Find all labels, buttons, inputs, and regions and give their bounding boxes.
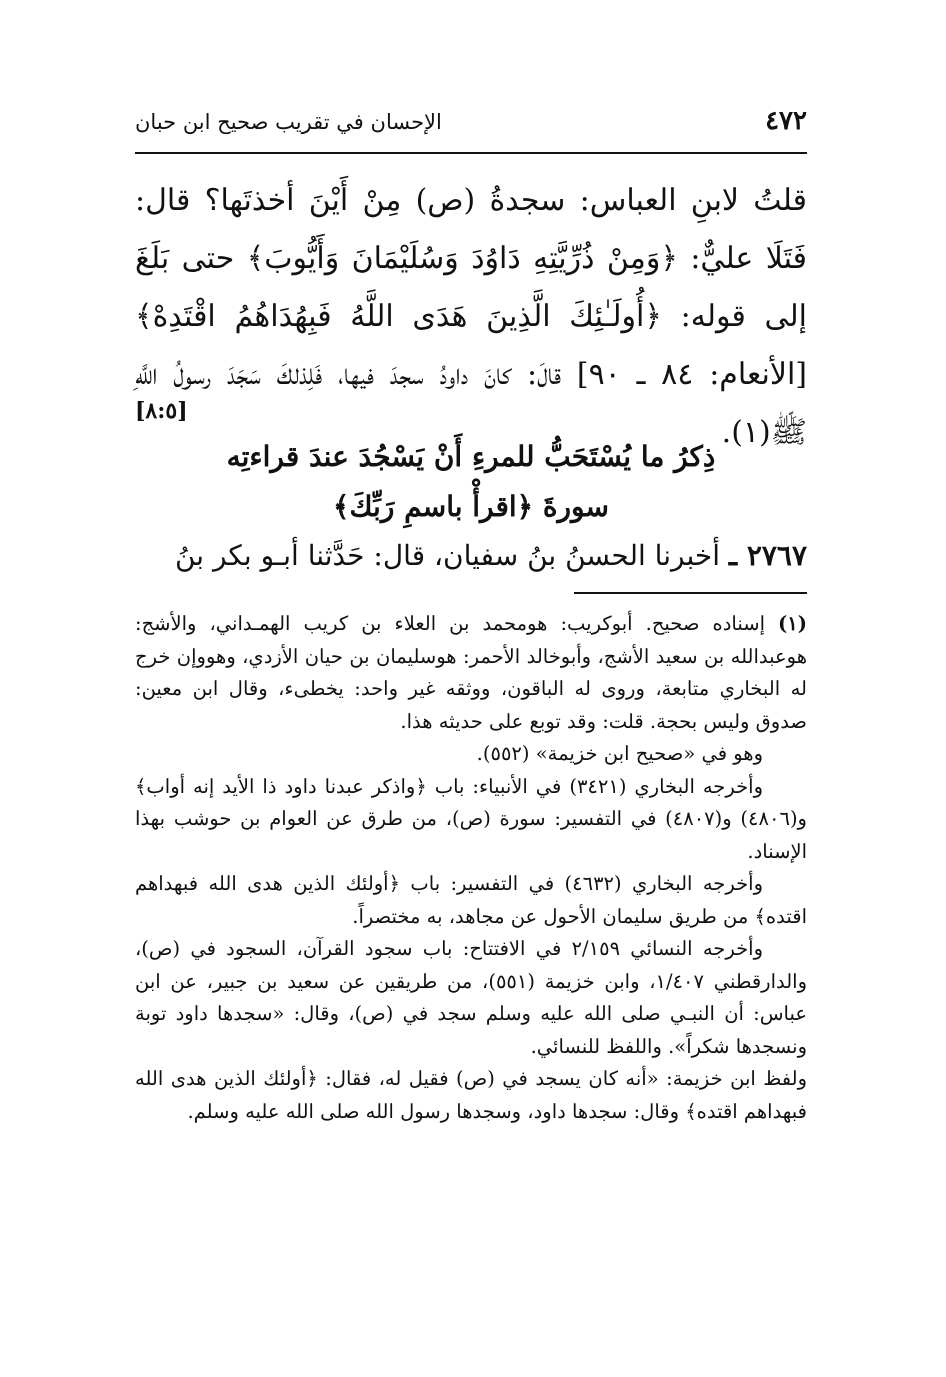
page-header (135, 100, 807, 146)
header-divider (135, 152, 807, 154)
footnote-divider (574, 592, 807, 594)
hadith-entry (135, 532, 807, 580)
footnote-paragraph (135, 608, 807, 738)
running-title: الإحسان في تقريب صحيح ابن حبان (135, 110, 442, 134)
hadith-text: أخبرنا الحسنُ بنُ سفيان، قال: حَدَّثنا أبـو بكر بنُ (174, 539, 720, 572)
footnote-paragraph: ولفظ ابن خزيمة: «أنه كان يسجد في (ص) فقيل له، فقال: ﴿أولئك الذين هدى الله فبهداهم اقتده﴾ وقال: سجدها داود، وسجدها رسول الله صلى الله عليه وسلم. (135, 1067, 807, 1123)
footnote-paragraph: وأخرجه النسائي ٢/١٥٩ في الافتتاح: باب سجود القرآن، السجود في (ص)، والدارقطني ١/٤٠٧، وابن خزيمة (٥٥١)، من طريقين عن سعيد بن جبير، عن ابن عباس: أن النبـي صلى الله عليه وسلم سجد في (ص)، وقال: «سجدها داود توبة ونسجدها شكراً». واللفظ للنسائي. (135, 937, 808, 1058)
hadith-number: ٢٧٦٧ ـ (728, 539, 807, 572)
footnote-number: (١) (778, 612, 807, 635)
footnotes-block (135, 608, 807, 1128)
volume-reference: [٨:٥] (135, 398, 188, 424)
page-number: ٤٧٢ (765, 106, 807, 136)
footnote-paragraph: وأخرجه البخاري (٤٦٣٢) في التفسير: باب ﴿أولئك الذين هدى الله فبهداهم اقتده﴾ من طريق سليمان الأحول عن مجاهد، به مختصراً. (135, 872, 807, 928)
footnote-paragraph: وهو في «صحيح ابن خزيمة» (٥٥٢). (476, 742, 763, 765)
chapter-heading-line-2: سورةَ ﴿اقرأْ باسمِ رَبِّكَ﴾ (333, 490, 609, 523)
footnote-paragraph: وأخرجه البخاري (٣٤٢١) في الأنبياء: باب ﴿واذكر عبدنا داود ذا الأيد إنه أواب﴾ و(٤٨٠٦) و(٤٨٠٧) في التفسير: سورة (ص)، من طرق عن العوام بن حوشب بهذا الإسناد. (135, 774, 807, 863)
footnote-text: إسناده صحيح. أبوكريب: هومحمد بن العلاء بن كريب الهمـداني، والأشج: هوعبدالله بن سعيد الأشج، وأبوخالد الأحمر: هوسليمان بن حيان الأزدي، وهووإن خرج له البخاري متابعة، وروى له الباقون، ووثقه غير واحد: يخطىء، وقال ابن معين: صدوق وليس بحجة. قلت: وقد توبع على حديثه هذا. (135, 612, 807, 733)
main-paragraph: قلتُ لابنِ العباس: سجدةُ (ص) مِنْ أَيْنَ أخذتَها؟ قال: فَتَلَا عليٌّ: ﴿وَمِنْ ذُرِّيَّتِهِ دَاوُدَ وَسُلَيْمَانَ وَأَيُّوبَ﴾ حتى بَلَغَ إلى قوله: ﴿أُولَـٰئِكَ الَّذِينَ هَدَى اللَّهُ فَبِهُدَاهُمُ اقْتَدِهْ﴾ [الأنعام: ٨٤ ـ ٩٠] قالَ: كانَ داودُ سجدَ فيها، فَلِذلكَ سَجَدَ رسولُ اللَّهِ ﷺ(١). (135, 183, 807, 450)
chapter-heading-line-1: ذِكرُ ما يُسْتَحَبُّ للمرءِ أَنْ يَسْجُدَ عندَ قراءتِه (226, 440, 716, 473)
